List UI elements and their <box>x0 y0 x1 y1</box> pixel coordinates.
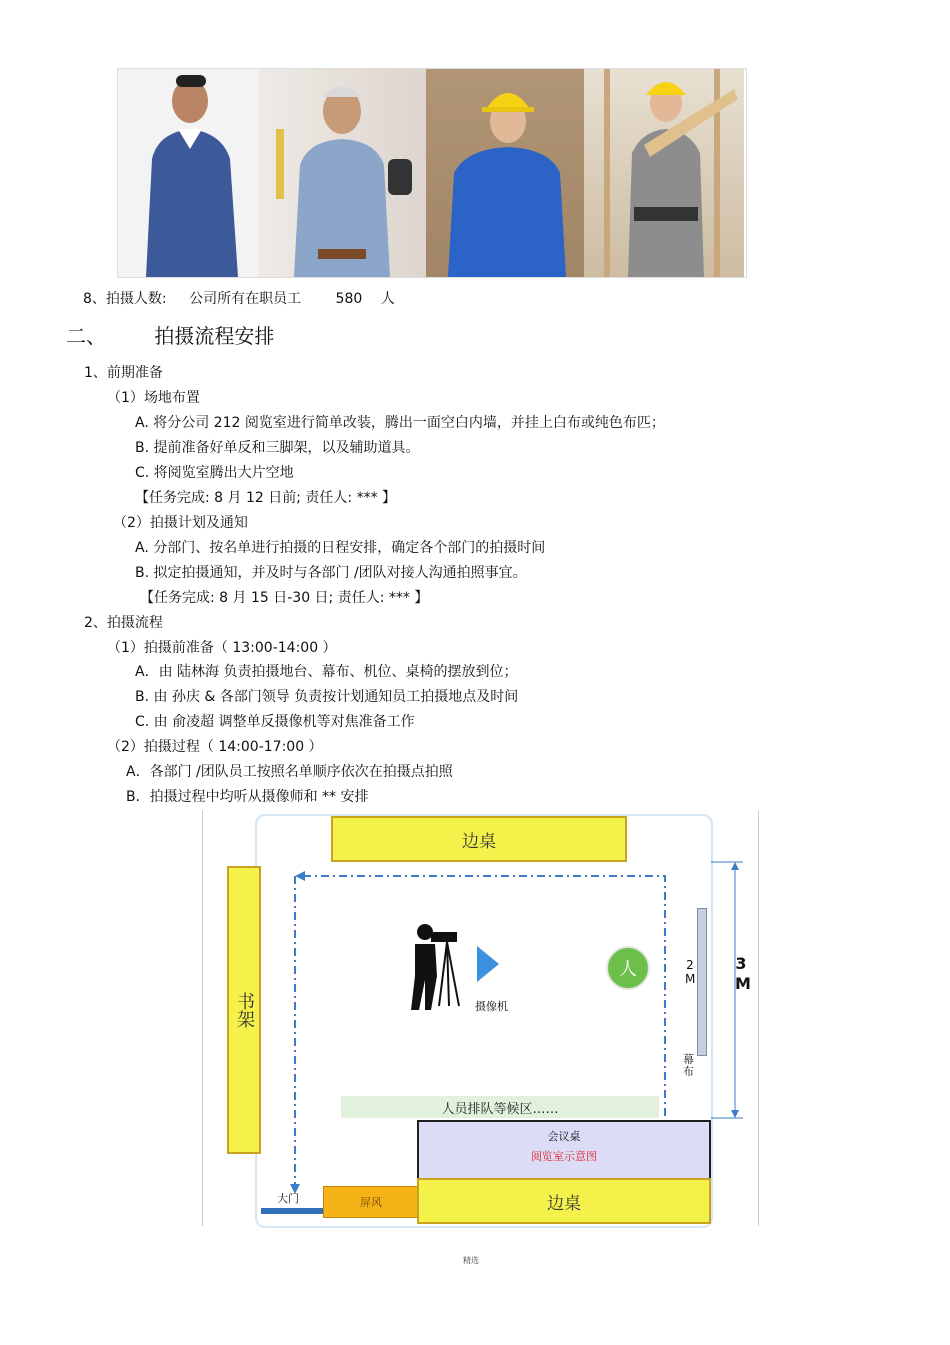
subsection-1-title: 1、前期准备 <box>84 365 163 381</box>
section-heading <box>66 320 274 349</box>
s2-p1-title: （1）拍摄前准备（ 13:00-14:00 ） <box>107 640 337 656</box>
bottom-side-desk: 边桌 <box>417 1178 711 1224</box>
s1-p1-title: （1）场地布置 <box>107 390 200 406</box>
s2-p1-c: C. 由 俞凌超 调整单反摄像机等对焦准备工作 <box>135 714 415 730</box>
s1-p1-b: B. 提前准备好单反和三脚架，以及辅助道具。 <box>135 440 420 456</box>
s1-p2-b: B. 拟定拍摄通知，并及时与各部门 /团队对接人沟通拍照事宜。 <box>135 565 527 581</box>
worker-hardhat-blue-photo <box>426 69 584 277</box>
camera-label: 摄像机 <box>475 1000 508 1013</box>
dimension-2m: 2 M <box>685 958 696 986</box>
item-8-count: 580 <box>335 291 363 307</box>
s2-p2-b: B．拍摄过程中均听从摄像师和 ** 安排 <box>126 789 369 805</box>
backdrop <box>697 908 707 1056</box>
meeting-table-label: 会议桌 <box>547 1130 581 1143</box>
camera-direction-arrow-icon <box>475 944 501 988</box>
room-layout-diagram <box>202 810 759 1226</box>
queue-area: 人员排队等候区…… <box>341 1096 659 1118</box>
camera-operator-icon <box>401 918 471 1012</box>
door-label: 大门 <box>277 1192 299 1205</box>
s1-p2-task: 【任务完成: 8 月 15 日-30 日; 责任人: *** 】 <box>140 590 429 606</box>
item-8-line <box>83 288 395 308</box>
bookshelf: 书架 <box>227 866 261 1154</box>
top-side-desk: 边桌 <box>331 816 627 862</box>
item-8-label: 8、拍摄人数: <box>83 291 167 307</box>
section-title: 拍摄流程安排 <box>154 324 275 348</box>
meeting-table <box>417 1120 711 1180</box>
backdrop-label: 幕布 <box>683 1053 694 1078</box>
s1-p1-a: A. 将分公司 212 阅览室进行简单改装，腾出一面空白内墙，并挂上白布或纯色布匹； <box>135 415 665 431</box>
s2-p1-a: A．由 陆林海 负责拍摄地台、幕布、机位、桌椅的摆放到位； <box>135 664 518 680</box>
door <box>261 1208 323 1214</box>
s1-p1-c: C. 将阅览室腾出大片空地 <box>135 465 294 481</box>
worker-photos-strip <box>117 68 747 278</box>
footer-mark: 精选 <box>463 1256 479 1265</box>
item-8-scope: 公司所有在职员工 <box>189 291 302 307</box>
section-number: 二、 <box>66 324 106 348</box>
worker-hardhat-lumber-photo <box>584 69 744 277</box>
map-title: 阅览室示意图 <box>531 1150 597 1163</box>
dimension-3m: 3 M <box>735 954 751 993</box>
s2-p2-a: A．各部门 /团队员工按照名单顺序依次在拍摄点拍照 <box>126 764 453 780</box>
s2-p1-b: B. 由 孙庆 & 各部门领导 负责按计划通知员工拍摄地点及时间 <box>135 689 519 705</box>
person-marker: 人 <box>606 946 650 990</box>
subsection-2-title: 2、拍摄流程 <box>84 615 163 631</box>
s1-p2-a: A. 分部门、按名单进行拍摄的日程安排，确定各个部门的拍摄时间 <box>135 540 546 556</box>
s2-p2-title: （2）拍摄过程（ 14:00-17:00 ） <box>107 739 323 755</box>
item-8-unit: 人 <box>380 291 395 307</box>
s1-p1-task: 【任务完成: 8 月 12 日前; 责任人: *** 】 <box>135 490 397 506</box>
folding-screen: 屏风 <box>323 1186 419 1218</box>
worker-blue-uniform-photo <box>118 69 258 277</box>
worker-plaid-shirt-drill-photo <box>258 69 426 277</box>
s1-p2-title: （2）拍摄计划及通知 <box>113 515 248 531</box>
